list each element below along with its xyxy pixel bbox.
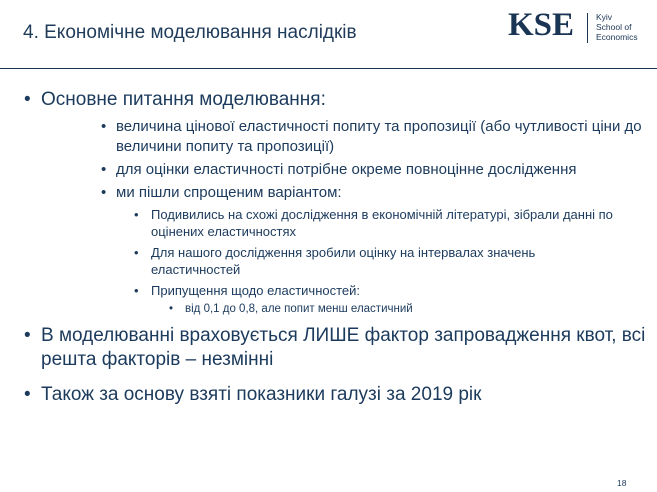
- level-4-bullet-list: [151, 302, 615, 316]
- header-divider: [0, 68, 657, 69]
- logo-mark: KSE: [508, 7, 575, 43]
- bullet-text: В моделюванні враховується ЛИШЕ фактор запровадження квот, всі решта факторів – незмінні: [41, 325, 646, 370]
- bullet-item: [0, 88, 657, 316]
- sub-bullet-item: [41, 117, 657, 157]
- sub-sub-bullet-text: Для нашого дослідження зробили оцінку на інтервалах значень еластичностей: [151, 245, 536, 277]
- sub-sub-bullet-item: [41, 206, 645, 240]
- bullet-item: [0, 324, 657, 372]
- sub-sub-bullet-list: [116, 206, 645, 316]
- page-number: 18: [617, 478, 627, 488]
- sub-bullet-text: для оцінки еластичності потрібне окреме повноцінне дослідження: [116, 161, 577, 178]
- logo-text: [596, 12, 638, 42]
- slide-title: 4. Економічне моделювання наслідків: [23, 22, 357, 43]
- logo-line-1: Kyiv: [596, 12, 613, 22]
- logo-line-3: Economics: [596, 32, 638, 42]
- level-4-bullet-item: [41, 302, 615, 316]
- sub-bullet-list: [41, 117, 657, 316]
- bullet-text: Основне питання моделювання:: [41, 89, 326, 110]
- sub-sub-bullet-item: [41, 282, 645, 316]
- bullet-text: Також за основу взяті показники галузі за 2019 рік: [41, 384, 482, 405]
- bullet-list: [0, 88, 657, 407]
- bullet-item: [0, 383, 657, 407]
- sub-sub-bullet-text: Припущення щодо еластичностей:: [151, 283, 361, 298]
- slide-content: [0, 88, 657, 407]
- sub-bullet-item: [41, 183, 657, 316]
- logo-separator: [587, 13, 588, 43]
- kse-logo: [508, 9, 648, 45]
- level-4-bullet-text: від 0,1 до 0,8, але попит менш еластичний: [185, 303, 413, 315]
- sub-bullet-item: [41, 160, 657, 180]
- sub-bullet-text: ми пішли спрощеним варіантом:: [116, 184, 342, 201]
- logo-line-2: School of: [596, 22, 632, 32]
- sub-sub-bullet-text: Подивились на схожі дослідження в економічній літературі, зібрали данні по оцінених еластичностях: [151, 207, 613, 239]
- sub-bullet-text: величина цінової еластичності попиту та пропозиції (або чутливості ціни до величини попиту та пропозиції): [116, 118, 642, 155]
- sub-sub-bullet-item: [41, 244, 645, 278]
